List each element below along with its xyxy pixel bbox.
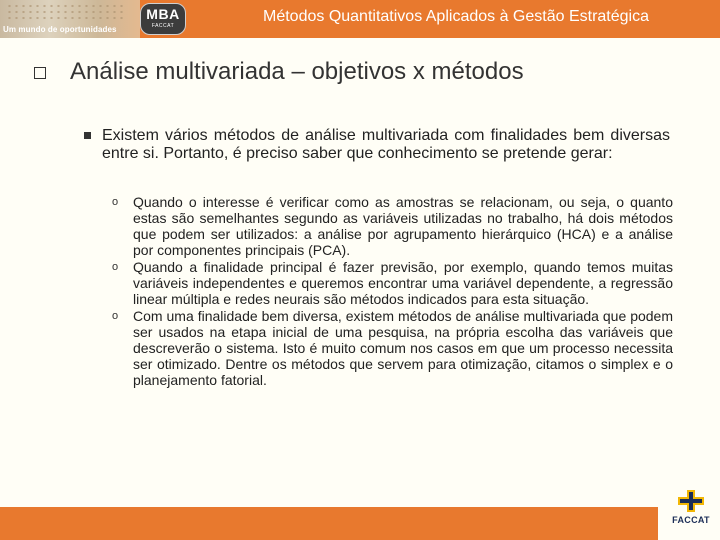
circle-bullet-icon: o bbox=[112, 261, 119, 273]
slide-title: Análise multivariada – objetivos x métodos bbox=[70, 58, 524, 85]
mba-logo-sub: FACCAT bbox=[151, 23, 175, 29]
mba-logo bbox=[140, 3, 186, 35]
banner-pattern bbox=[6, 3, 126, 21]
faccat-logo bbox=[666, 490, 716, 538]
filled-square-icon bbox=[84, 132, 91, 139]
main-bullet-text: Existem vários métodos de análise multivariada com finalidades bem diversas entre si. Portanto, é preciso saber que conhecimento se pretende gerar: bbox=[102, 127, 670, 162]
list-item bbox=[112, 308, 673, 388]
footer-bar bbox=[0, 507, 658, 540]
hollow-square-icon bbox=[34, 67, 46, 79]
faccat-logo-text: FACCAT bbox=[672, 515, 710, 525]
list-item-text: Com uma finalidade bem diversa, existem métodos de análise multivariada que podem ser usados na etapa inicial de uma pesquisa, na própria escolha das variáveis que descreverão o sistema. Isto é muito comum nos casos em que um processo necessita ser otimizado. Dentre os métodos que servem para otimização, citamos o simplex e o planejamento fatorial. bbox=[133, 308, 673, 388]
sub-bullet-list bbox=[112, 194, 673, 389]
circle-bullet-icon: o bbox=[112, 196, 119, 208]
circle-bullet-icon: o bbox=[112, 310, 119, 322]
header-title: Métodos Quantitativos Aplicados à Gestão Estratégica bbox=[263, 8, 649, 25]
list-item-text: Quando a finalidade principal é fazer previsão, por exemplo, quando temos muitas variáveis independentes e queremos encontrar uma variável dependente, a regressão linear múltipla e redes neurais são métodos indicados para esta situação. bbox=[133, 259, 673, 307]
list-item bbox=[112, 194, 673, 258]
mba-logo-text: MBA bbox=[146, 6, 180, 22]
list-item bbox=[112, 259, 673, 307]
header-banner-image bbox=[0, 0, 140, 38]
faccat-logo-icon bbox=[678, 490, 704, 512]
list-item-text: Quando o interesse é verificar como as amostras se relacionam, ou seja, o quanto estas são semelhantes segundo as variáveis utilizadas no trabalho, há dois métodos que podem ser utilizados: a análise por agrupamento hierárquico (HCA) e a análise por componentes principais (PCA). bbox=[133, 194, 673, 258]
header-bar bbox=[0, 0, 720, 38]
header-slogan: Um mundo de oportunidades bbox=[3, 25, 117, 34]
